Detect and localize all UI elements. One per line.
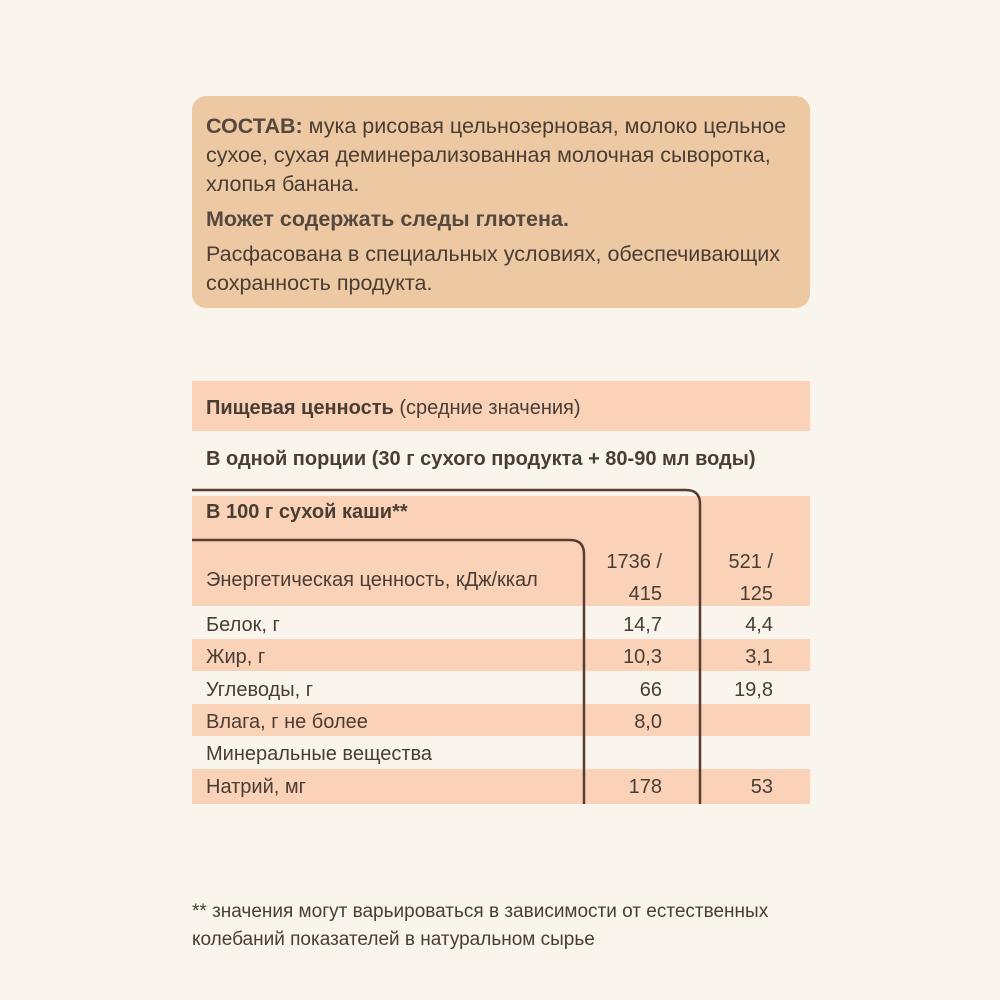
nutrition-title xyxy=(206,397,581,420)
row-moisture-label: Влага, г не более xyxy=(206,711,368,733)
allergen-text: Может содержать следы глютена. xyxy=(206,207,569,231)
composition-ingredients: мука рисовая цельнозерновая, молоко цельное сухое, сухая деминерализованная молочная сыворотка, хлопья банана. xyxy=(206,114,787,196)
composition-box xyxy=(192,96,810,308)
row-protein-portion: 4,4 xyxy=(745,614,773,636)
composition-label: СОСТАВ: xyxy=(206,114,303,138)
row-sodium-label: Натрий, мг xyxy=(206,776,306,798)
row-protein-100g: 14,7 xyxy=(623,614,662,636)
row-fat-portion: 3,1 xyxy=(745,646,773,668)
nutrition-title-bold: Пищевая ценность xyxy=(206,397,394,419)
row-energy-100g-kcal: 415 xyxy=(628,583,662,605)
row-energy-100g-kj: 1736 / xyxy=(606,551,662,573)
row-carbs-100g: 66 xyxy=(639,679,662,701)
row-minerals-label: Минеральные вещества xyxy=(206,743,432,765)
footnote: ** значения могут варьироваться в зависимости от естественных колебаний показателей в натуральном сырье xyxy=(192,901,769,950)
row-protein-label: Белок, г xyxy=(206,614,280,636)
per-100g-header: В 100 г сухой каши** xyxy=(206,501,408,523)
packaging-note: Расфасована в специальных условиях, обеспечивающих сохранность продукта. xyxy=(206,242,781,295)
row-energy-label: Энергетическая ценность, кДж/ккал xyxy=(206,569,538,591)
nutrition-table xyxy=(192,381,810,804)
row-energy-portion-kj: 521 / xyxy=(728,551,773,573)
row-energy-portion-kcal: 125 xyxy=(739,583,773,605)
row-sodium-100g: 178 xyxy=(628,776,662,798)
allergen-note xyxy=(206,205,800,234)
composition-text xyxy=(206,112,800,199)
row-carbs-label: Углеводы, г xyxy=(206,679,313,701)
row-sodium-portion: 53 xyxy=(750,776,773,798)
row-carbs-portion: 19,8 xyxy=(734,679,773,701)
row-moisture-100g: 8,0 xyxy=(634,711,662,733)
per-portion-header: В одной порции (30 г сухого продукта + 80-90 мл воды) xyxy=(206,448,756,470)
nutrition-title-note: (средние значения) xyxy=(399,397,581,419)
row-fat-100g: 10,3 xyxy=(623,646,662,668)
row-fat-label: Жир, г xyxy=(206,646,266,668)
